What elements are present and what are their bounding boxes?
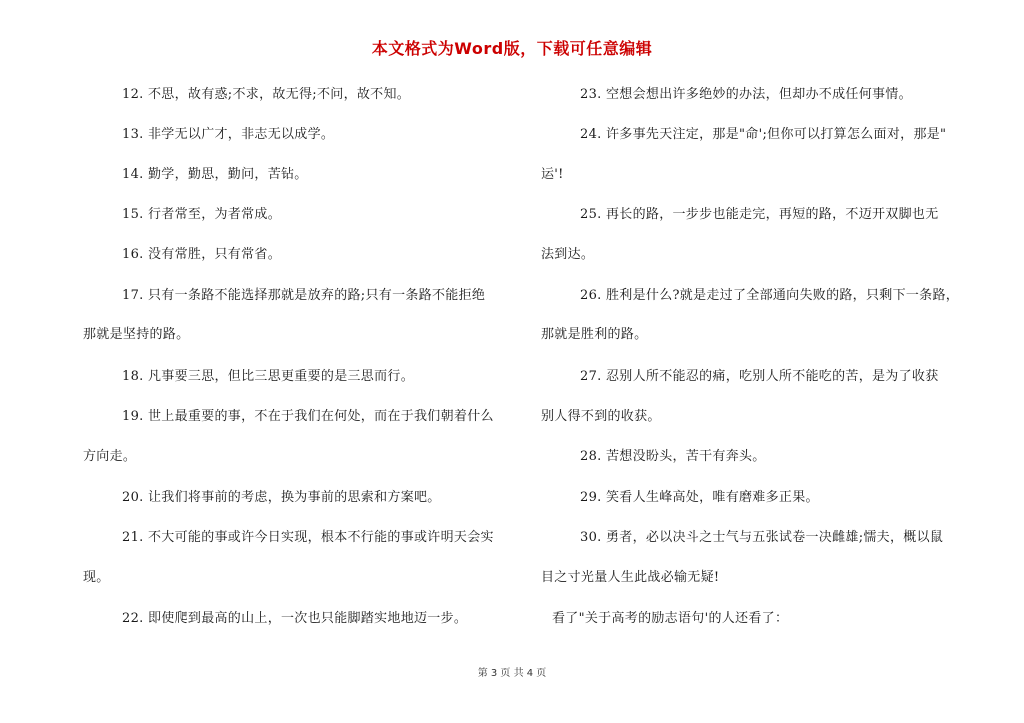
text-line: 23. 空想会想出许多绝妙的办法，但却办不成任何事情。 xyxy=(580,87,912,102)
text-line: 目之寸光量人生此战必输无疑! xyxy=(541,570,720,585)
page-number-footer: 第 3 页 共 4 页 xyxy=(477,668,547,679)
text-line: 19. 世上最重要的事，不在于我们在何处，而在于我们朝着什么 xyxy=(122,409,494,424)
text-line: 别人得不到的收获。 xyxy=(541,409,661,424)
text-line: 18. 凡事要三思，但比三思更重要的是三思而行。 xyxy=(122,369,415,384)
text-line: 现。 xyxy=(83,570,110,585)
text-line: 27. 忍别人所不能忍的痛，吃别人所不能吃的苦，是为了收获 xyxy=(580,369,939,384)
text-line: 28. 苦想没盼头，苦干有奔头。 xyxy=(580,449,766,464)
text-line: 26. 胜利是什么?就是走过了全部通向失败的路，只剩下一条路， xyxy=(580,288,960,303)
text-line: 25. 再长的路，一步步也能走完，再短的路，不迈开双脚也无 xyxy=(580,207,939,222)
text-line: 17. 只有一条路不能选择那就是放弃的路;只有一条路不能拒绝 xyxy=(122,288,486,303)
text-line: 30. 勇者，必以决斗之士气与五张试卷一决雌雄;懦夫，概以鼠 xyxy=(580,530,944,545)
text-line: 21. 不大可能的事或许今日实现，根本不行能的事或许明天会实 xyxy=(122,530,494,545)
text-line: 法到达。 xyxy=(541,247,595,262)
text-line: 15. 行者常至，为者常成。 xyxy=(122,207,282,222)
text-line: 那就是坚持的路。 xyxy=(83,327,190,342)
text-line: 22. 即使爬到最高的山上，一次也只能脚踏实地地迈一步。 xyxy=(122,611,468,626)
word-format-banner: 本文格式为Word版，下载可任意编辑 xyxy=(371,39,653,58)
text-line: 12. 不思，故有惑;不求，故无得;不问，故不知。 xyxy=(122,87,411,102)
text-line: 29. 笑看人生峰高处，唯有磨难多正果。 xyxy=(580,490,819,505)
text-line: 那就是胜利的路。 xyxy=(541,327,648,342)
text-line: 13. 非学无以广才，非志无以成学。 xyxy=(122,127,335,142)
related-reading-line: 看了"关于高考的励志语句'的人还看了： xyxy=(552,611,789,626)
text-line: 方向走。 xyxy=(83,449,137,464)
text-line: 16. 没有常胜，只有常省。 xyxy=(122,247,282,262)
text-line: 14. 勤学，勤思，勤问，苦钻。 xyxy=(122,167,308,182)
text-line: 20. 让我们将事前的考虑，换为事前的思索和方案吧。 xyxy=(122,490,441,505)
text-line: 24. 许多事先天注定，那是"命';但你可以打算怎么面对，那是" xyxy=(580,127,947,142)
text-line: 运'! xyxy=(541,167,564,182)
